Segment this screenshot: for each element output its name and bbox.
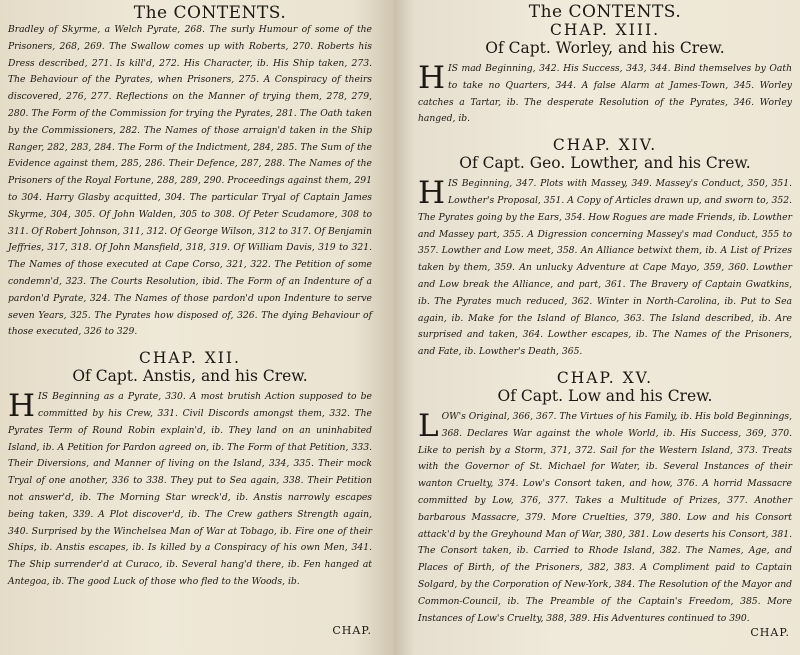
chapter-title: Of Capt. Worley, and his Crew. [485, 39, 725, 57]
contents-entry [418, 61, 792, 128]
chapter-title: Of Capt. Geo. Lowther, and his Crew. [459, 154, 751, 173]
chapter-heading: CHAP. XII. [139, 349, 241, 368]
chapter-summary: IS mad Beginning, 342. His Success, 343, 344. Bind themselves by Oath to take no Quarters, 344. A false Alarm at James-Town, 345. Worley catches a Tartar, ib. The desperate Resolution of the Pyrates, 346. Worley hanged, ib. [418, 63, 792, 125]
chapter-title: Of Capt. Low and his Crew. [497, 386, 713, 405]
running-head: The CONTENTS. [528, 2, 682, 22]
catchword: CHAP. [332, 624, 372, 637]
drop-cap: L [418, 407, 439, 444]
drop-cap: H [418, 175, 446, 212]
catchword: CHAP. [750, 626, 790, 639]
chapter-title: Of Capt. Anstis, and his Crew. [72, 367, 308, 386]
chapter-heading: CHAP. XIII. [549, 21, 661, 39]
contents-entry [418, 409, 792, 627]
contents-entry: Bradley of Skyrme, a Welch Pyrate, 268. The surly Humour of some of the Prisoners, 268, 269. The Swallow comes up with Roberts, 270. Roberts his Dress described, 271. Is kill'd, 272. His Character, ib. His Ship taken, 273. The Behaviour of the Pyrates, when Prisoners, 275. A Conspiracy of theirs discovered, 276, 277. Reflections on the Manner of trying them, 278, 279, 280. The Form of the Commission for trying the Pyrates, 281. The Oath taken by the Commissioners, 282. The Names of those arraign'd taken in the Ship Ranger, 282, 283, 284. The Form of the Indictment, 284, 285. The Sum of the Evidence against them, 285, 286. Their Defence, 287, 288. The Names of the Prisoners of the Royal Fortune, 288, 289, 290. Proceedings against them, 291 to 304. Harry Glasby acquitted, 304. The particular Tryal of Captain James Skyrme, 304, 305. Of John Walden, 305 to 308. Of Peter Scudamore, 308 to 311. Of Robert Johnson, 311, 312. Of George Wilson, 312 to 317. Of Benjamin Jeffries, 317, 318. Of John Mansfield, 318, 319. Of William Davis, 319 to 321. The Names of those executed at Cape Corso, 321, 322. The Petition of some condemn'd, 323. The Courts Resolution, ibid. The Form of an Indenture of a pardon'd Pyrate, 324. The Names of those pardon'd upon Indenture to serve seven Years, 325. The Pyrates how disposed of, 326. The dying Behaviour of those executed, 326 to 329. [8, 24, 372, 338]
left-page [0, 0, 394, 655]
chapter-summary: IS Beginning, 347. Plots with Massey, 349. Massey's Conduct, 350, 351. Lowther's Proposal, 351. A Copy of Articles drawn up, and sworn to, 352. The Pyrates going by the Ears, 354. How Rogues are made Friends, ib. Lowther and Massey part, 355. A Digression concerning Massey's mad Conduct, 355 to 357. Lowther and Low meet, 358. An Alliance betwixt them, ib. A List of Prizes taken by them, 359. An unlucky Adventure at Cape Mayo, 359, 360. Lowther and Low break the Alliance, and part, 361. The Bravery of Captain Gwatkins, ib. The Pyrates much reduced, 362. Winter in North-Carolina, ib. Put to Sea again, ib. Make for the Island of Blanco, 363. The Island described, ib. Are surprised and taken, 364. Lowther escapes, ib. The Names of the Prisoners, and Fate, ib. Lowther's Death, 365. [418, 178, 792, 358]
running-head: The CONTENTS. [133, 3, 287, 23]
chapter-summary: OW's Original, 366, 367. The Virtues of his Family, ib. His bold Beginnings, 368. Declares War against the whole World, ib. His Success, 369, 370. Like to perish by a Storm, 371, 372. Sail for the Western Island, 373. Treats with the Governor of St. Michael for Water, ib. Several Instances of their wanton Cruelty, 374. Low's Consort taken, and how, 376. A horrid Massacre committed by Low, 376, 377. Takes a Multitude of Prizes, 377. Another barbarous Massacre, 379. More Cruelties, 379, 380. Low and his Consort attack'd by the Greyhound Man of War, 380, 381. Low deserts his Consort, 381. The Consort taken, ib. Carried to Rhode Island, 382. The Names, Age, and Places of Birth, of the Prisoners, 382, 383. A Compliment paid to Captain Solgard, by the Corporation of New-York, 384. The Resolution of the Mayor and Common-Council, ib. The Preamble of the Captain's Freedom, 385. More Instances of Low's Cruelty, 388, 389. His Adventures continued to 390. [418, 410, 792, 624]
chapter-heading: CHAP. XV. [556, 368, 654, 387]
drop-cap: H [8, 388, 36, 425]
drop-cap: H [418, 60, 446, 96]
right-page [394, 0, 800, 655]
contents-entry [418, 176, 792, 361]
contents-entry [8, 389, 372, 591]
chapter-heading: CHAP. XIV. [552, 136, 658, 155]
chapter-summary: IS Beginning as a Pyrate, 330. A most brutish Action supposed to be committed by his Crew, 331. Civil Discords amongst them, 332. The Pyrates Term of Round Robin explain'd, ib. They land on an uninhabited Island, ib. A Petition for Pardon agreed on, ib. The Form of that Petition, 333. Their Diversions, and Manner of living on the Island, 334, 335. Their mock Tryal of one another, 336 to 338. They put to Sea again, 338. Their Petition not answer'd, ib. The Morning Star wreck'd, ib. Anstis narrowly escapes being taken, 339. A Plot discover'd, ib. The Crew gathers Strength again, 340. Surprised by the Winchelsea Man of War at Tobago, ib. Fire one of their Ships, ib. Anstis escapes, ib. Is killed by a Conspiracy of his own Men, 341. The Ship surrender'd at Curaco, ib. Several hang'd there, ib. Fen hanged at Antegoa, ib. The good Luck of those who fled to the Woods, ib. [8, 391, 372, 587]
